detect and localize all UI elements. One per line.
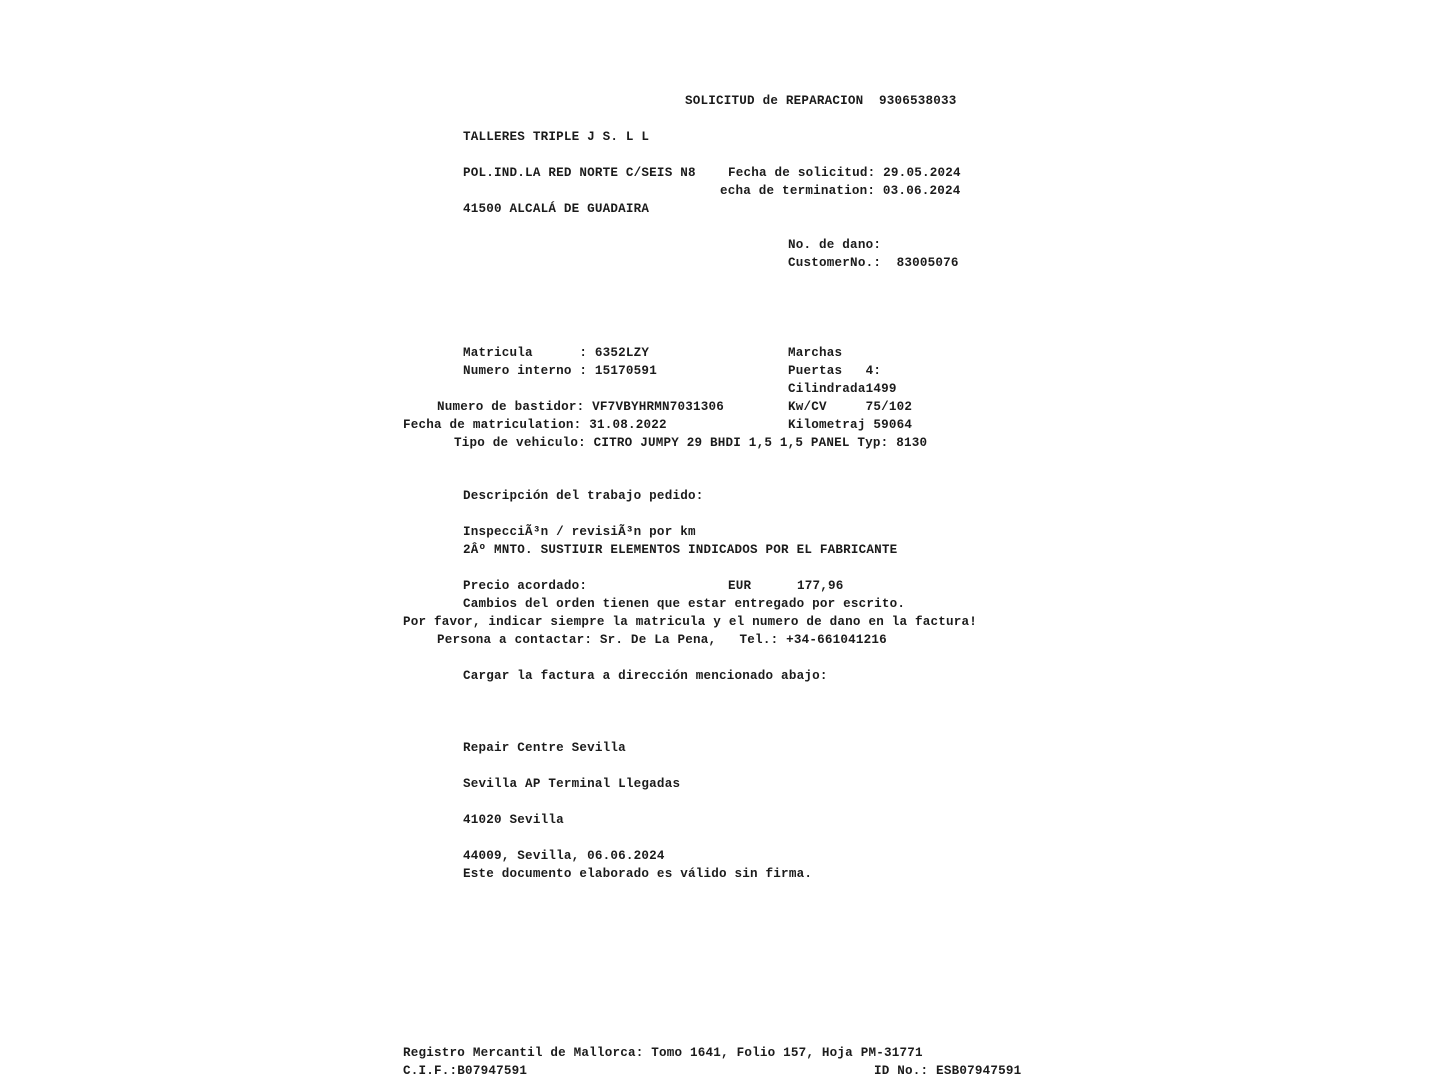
damage-number xyxy=(788,236,889,254)
vehicle-type-label: Tipo de vehiculo: xyxy=(454,436,586,450)
termination-date xyxy=(720,182,961,200)
work-line-1: InspecciÃ³n / revisiÃ³n por km xyxy=(463,525,696,539)
damage-number-label: No. de dano: xyxy=(788,238,882,252)
request-title xyxy=(685,92,957,110)
work-line-2: 2Âº MNTO. SUSTIUIR ELEMENTOS INDICADOS POR EL FABRICANTE xyxy=(463,543,898,557)
customer-number xyxy=(788,254,959,272)
mileage-label: Kilometraj xyxy=(788,418,866,432)
termination-date-value: 03.06.2024 xyxy=(882,184,961,198)
registration-date-label: Fecha de matriculation: xyxy=(403,418,582,432)
request-date-value: 29.05.2024 xyxy=(883,166,961,180)
price-value: 177,96 xyxy=(797,579,844,593)
customer-number-label: CustomerNo.: xyxy=(788,256,882,270)
doors-row xyxy=(788,362,881,380)
plate-value: 6352LZY xyxy=(594,346,650,360)
doors-label: Puertas xyxy=(788,364,843,378)
registration-date-row xyxy=(403,416,667,434)
billing-name: Repair Centre Sevilla xyxy=(463,741,626,755)
work-title: Descripción del trabajo pedido: xyxy=(463,489,704,503)
document-date-line: 44009, Sevilla, 06.06.2024 xyxy=(463,849,665,863)
price-note-2: Por favor, indicar siempre la matricula y el numero de dano en la factura! xyxy=(403,615,978,629)
price-label: Precio acordado: xyxy=(463,579,588,593)
workshop-city: 41500 ALCALÁ DE GUADAIRA xyxy=(463,202,650,216)
plate-label: Matricula : xyxy=(463,346,588,360)
power-value: 75/102 xyxy=(865,400,913,414)
price-currency: EUR xyxy=(728,579,752,593)
vehicle-type-row xyxy=(454,434,927,452)
registration-date-value: 31.08.2022 xyxy=(589,418,667,432)
vehicle-type-value: CITRO JUMPY 29 BHDI 1,5 1,5 PANEL Typ: 8130 xyxy=(593,436,928,450)
registry-line: Registro Mercantil de Mallorca: Tomo 1641, Folio 157, Hoja PM-31771 xyxy=(403,1046,923,1060)
chassis-row xyxy=(437,398,724,416)
internal-number-value: 15170591 xyxy=(594,364,657,378)
price-note-1: Cambios del orden tienen que estar entregado por escrito. xyxy=(463,597,906,611)
cif-line: C.I.F.:B07947591 xyxy=(403,1064,528,1078)
internal-number-label: Numero interno : xyxy=(463,364,588,378)
validity-note: Este documento elaborado es válido sin firma. xyxy=(463,867,813,881)
chassis-label: Numero de bastidor: xyxy=(437,400,585,414)
request-date-label: Fecha de solicitud: xyxy=(728,166,876,180)
mileage-value: 59064 xyxy=(873,418,913,432)
billing-title: Cargar la factura a dirección mencionado abajo: xyxy=(463,669,828,683)
internal-number-row xyxy=(463,362,657,380)
request-label: SOLICITUD de REPARACION xyxy=(685,94,864,108)
power-row xyxy=(788,398,912,416)
displacement-label: Cilindrada xyxy=(788,382,866,396)
customer-number-value: 83005076 xyxy=(896,256,959,270)
workshop-name: TALLERES TRIPLE J S. L L xyxy=(463,130,650,144)
gears-label: Marchas xyxy=(788,346,843,360)
mileage-row xyxy=(788,416,912,434)
displacement-value: 1499 xyxy=(865,382,897,396)
contact-line: Persona a contactar: Sr. De La Pena, Tel.: +34-661041216 xyxy=(437,633,887,647)
billing-street: Sevilla AP Terminal Llegadas xyxy=(463,777,681,791)
plate-row xyxy=(463,344,649,362)
chassis-value: VF7VBYHRMN7031306 xyxy=(592,400,725,414)
power-label: Kw/CV xyxy=(788,400,827,414)
workshop-street: POL.IND.LA RED NORTE C/SEIS N8 xyxy=(463,166,696,180)
request-number: 9306538033 xyxy=(878,94,957,108)
id-number-line: ID No.: ESB07947591 xyxy=(874,1064,1022,1078)
request-date xyxy=(728,164,961,182)
doors-value: 4: xyxy=(865,364,882,378)
displacement-row xyxy=(788,380,897,398)
termination-date-label: echa de termination: xyxy=(720,184,876,198)
billing-city: 41020 Sevilla xyxy=(463,813,564,827)
